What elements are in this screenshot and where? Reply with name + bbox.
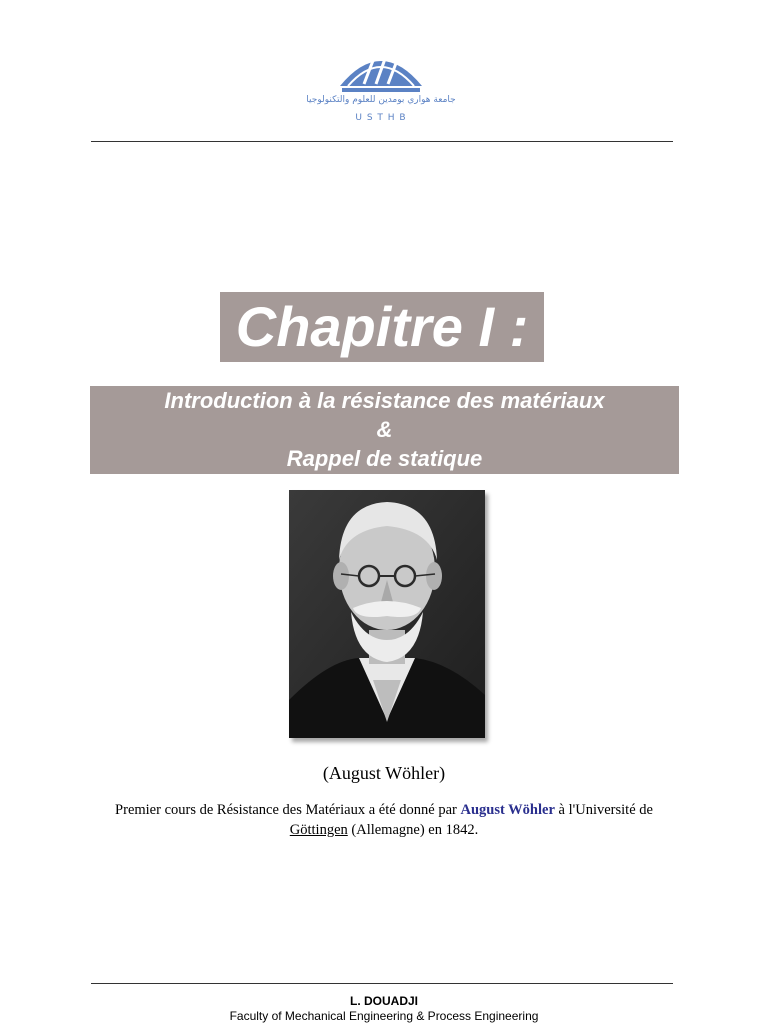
august-wohler-link[interactable]: August Wöhler bbox=[460, 802, 555, 818]
intro-text-middle: à l'Université de bbox=[554, 802, 653, 818]
footer-author: L. DOUADJI bbox=[349, 994, 418, 1008]
subtitle-line-2: & bbox=[376, 417, 393, 442]
august-wohler-portrait bbox=[289, 490, 485, 738]
university-logo bbox=[306, 42, 456, 124]
usthb-university-logo-icon bbox=[306, 42, 456, 124]
chapter-subtitle bbox=[90, 386, 679, 474]
subtitle-line-1: Introduction à la résistance des matériaux bbox=[164, 388, 605, 413]
logo-arabic-text: جامعة هواري بومدين للعلوم والتكنولوجيا bbox=[306, 95, 456, 105]
gottingen-link[interactable]: Göttingen bbox=[289, 822, 348, 838]
logo-acronym: U S T H B bbox=[355, 113, 407, 123]
bottom-divider bbox=[91, 983, 673, 984]
intro-text-before: Premier cours de Résistance des Matériaux a été donné par bbox=[115, 802, 461, 818]
portrait-photo-icon bbox=[289, 490, 485, 738]
top-divider bbox=[91, 141, 673, 142]
subtitle-line-3: Rappel de statique bbox=[286, 446, 483, 471]
chapter-heading: Chapitre I : bbox=[220, 292, 544, 362]
intro-paragraph bbox=[91, 800, 677, 840]
footer-faculty: Faculty of Mechanical Engineering & Process Engineering bbox=[229, 1009, 539, 1023]
portrait-caption: (August Wöhler) bbox=[322, 763, 446, 783]
intro-text-after: (Allemagne) en 1842. bbox=[347, 822, 479, 838]
